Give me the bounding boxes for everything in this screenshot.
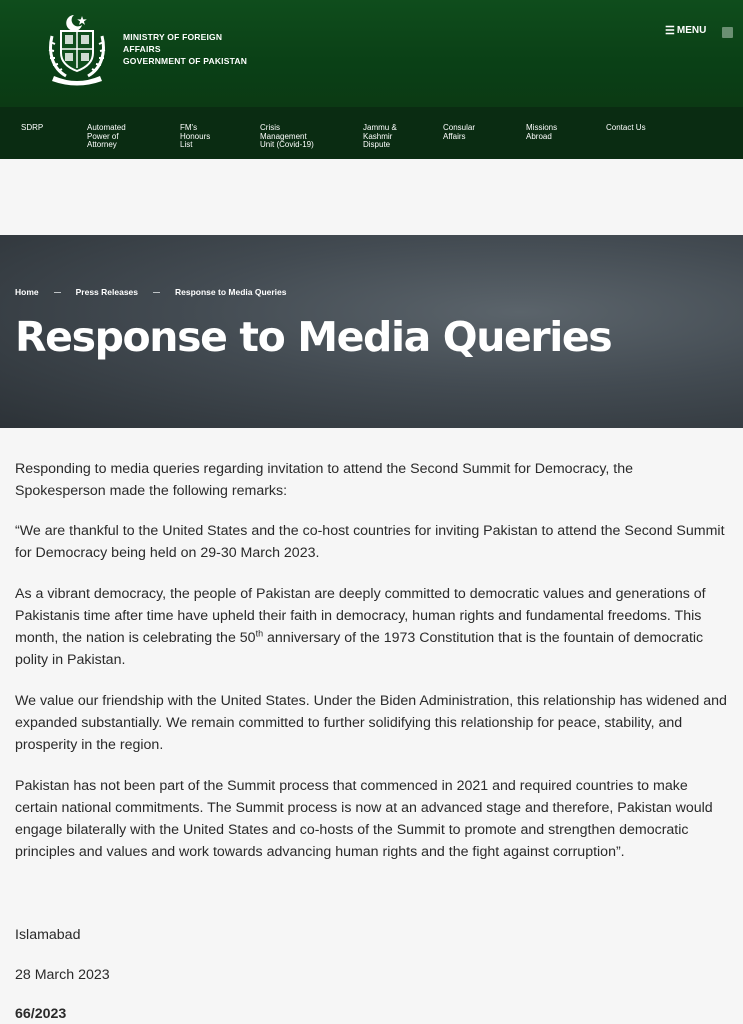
- article-paragraph: “We are thankful to the United States and the co-host countries for inviting Pakistan to attend the Second Summit for Democracy being held on 29-30 March 2023.: [15, 523, 725, 561]
- nav-item-contact-us[interactable]: [606, 124, 646, 133]
- hamburger-icon: ☰: [665, 25, 675, 37]
- square-toggle-button[interactable]: [722, 27, 733, 38]
- nav-item-label: Consular: [443, 123, 476, 132]
- site-header: [0, 0, 743, 107]
- main-navigation: [0, 107, 743, 159]
- article-place: Islamabad: [15, 927, 81, 943]
- nav-item-label: Attorney: [87, 140, 117, 150]
- nav-item-label: SDRP: [21, 123, 44, 132]
- nav-item-label: Missions: [526, 123, 558, 132]
- press-release-number: 66/2023: [15, 1006, 67, 1022]
- nav-item-crisis-management-unit[interactable]: [260, 124, 314, 150]
- coat-of-arms-emblem[interactable]: [44, 12, 110, 86]
- nav-item-missions-abroad[interactable]: [526, 124, 557, 141]
- paragraph-text: anniversary of the 1973 Constitution that is the fountain of democratic polity in Pakistan.: [15, 630, 704, 668]
- breadcrumb-separator: [54, 292, 61, 293]
- nav-item-label: Honours: [180, 131, 211, 141]
- nav-item-label: Management: [260, 131, 307, 141]
- nav-item-jammu-kashmir-dispute[interactable]: [363, 124, 397, 150]
- breadcrumb-press-releases-link[interactable]: Press Releases: [75, 287, 139, 297]
- article-paragraph: Responding to media queries regarding invitation to attend the Second Summit for Democracy, the Spokesperson made the following remarks:: [15, 461, 634, 499]
- nav-item-label: Contact Us: [606, 123, 646, 132]
- nav-item-label: FM's: [180, 123, 198, 132]
- nav-item-label: Dispute: [363, 140, 391, 150]
- article-body: [15, 458, 727, 863]
- organization-name[interactable]: [123, 31, 247, 67]
- nav-item-label: Kashmir: [363, 131, 393, 141]
- nav-item-label: Unit (Covid-19): [260, 140, 314, 150]
- menu-label: MENU: [676, 25, 707, 36]
- article-date: 28 March 2023: [15, 967, 110, 983]
- nav-item-label: Jammu &: [363, 123, 397, 132]
- nav-item-consular-affairs[interactable]: [443, 124, 475, 141]
- org-line-3: GOVERNMENT OF PAKISTAN: [123, 56, 248, 66]
- nav-item-label: Affairs: [443, 131, 466, 141]
- page-title: Response to Media Queries: [15, 313, 612, 361]
- nav-item-label: Abroad: [526, 131, 552, 141]
- org-line-2: AFFAIRS: [123, 44, 161, 54]
- breadcrumb-current: Response to Media Queries: [175, 287, 287, 297]
- nav-item-automated-power-of-attorney[interactable]: [87, 124, 126, 150]
- article-paragraph: [15, 583, 727, 671]
- page-hero-banner: [0, 235, 743, 428]
- superscript-ordinal: th: [255, 628, 264, 639]
- article-paragraph: Pakistan has not been part of the Summit process that commenced in 2021 and required countries to make certain national commitments. The Summit process is now at an advanced stage and therefore, Pakistan would engage bilaterally with the United States and co-hosts of the Summit to promote and strengthen democratic principles and values and work towards advancing human rights and the fight against corruption”.: [15, 778, 713, 860]
- paragraph-text: As a vibrant democracy, the people of Pakistan are deeply committed to democratic values and generations of Pakistanis time after time have upheld their faith in democracy, human rights and fundamental freedoms. This month, the nation is celebrating the 50: [15, 586, 706, 646]
- org-line-1: MINISTRY OF FOREIGN: [123, 32, 223, 42]
- nav-item-label: Crisis: [260, 123, 280, 132]
- nav-item-fm-honours-list[interactable]: [180, 124, 210, 150]
- breadcrumb: [15, 287, 287, 297]
- nav-item-label: Power of: [87, 131, 119, 141]
- breadcrumb-home-link[interactable]: Home: [15, 287, 39, 297]
- breadcrumb-separator: [153, 292, 160, 293]
- nav-item-sdrp[interactable]: [21, 124, 43, 133]
- nav-item-label: List: [180, 140, 193, 150]
- nav-item-label: Automated: [87, 123, 126, 132]
- article-paragraph: We value our friendship with the United States. Under the Biden Administration, this relationship has widened and expanded substantially. We remain committed to further solidifying this relationship for peace, stability, and prosperity in the region.: [15, 693, 727, 753]
- menu-button[interactable]: [665, 24, 706, 37]
